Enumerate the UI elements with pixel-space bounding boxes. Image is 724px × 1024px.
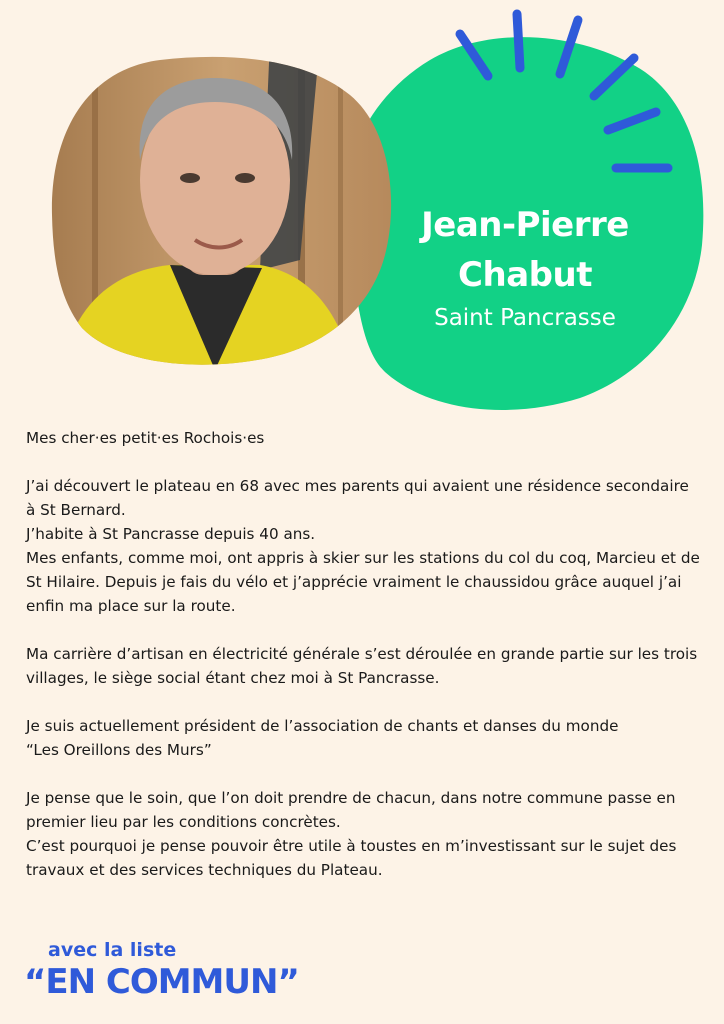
letter-body [26, 426, 702, 906]
candidate-name-block [400, 200, 650, 338]
candidate-last-name: Chabut [458, 255, 592, 295]
candidate-town: Saint Pancrasse [434, 305, 616, 331]
candidate-first-name: Jean-Pierre [421, 205, 629, 245]
portrait-photo [40, 40, 410, 380]
letter-paragraph-4: Je pense que le soin, que l’on doit prendre de chacun, dans notre commune passe en premier lieu par les conditions concrètes. C’est pourquoi je pense pouvoir être utile à toustes en m’investissant sur le sujet des travaux et des services techniques du Plateau. [26, 789, 677, 879]
letter-paragraph-3: Je suis actuellement président de l’association de chants et danses du monde “Les Oreillons des Murs” [26, 717, 619, 759]
list-logo-subtitle: avec la liste [48, 939, 177, 961]
letter-paragraph-1: J’ai découvert le plateau en 68 avec mes parents qui avaient une résidence secondaire à St Bernard. J’habite à St Pancrasse depuis 40 ans. Mes enfants, comme moi, ont appris à skier sur les stations du col du coq, Marcieu et de St Hilaire. Depuis je fais du vélo et j’apprécie vraiment le chaussidou grâce auquel j’ai enfin ma place sur la route. [26, 477, 700, 615]
letter-paragraph-2: Ma carrière d’artisan en électricité générale s’est déroulée en grande partie sur les trois villages, le siège social étant chez moi à St Pancrasse. [26, 645, 698, 687]
list-logo [24, 937, 299, 1001]
list-logo-title: “EN COMMUN” [24, 962, 299, 1002]
letter-greeting: Mes cher·es petit·es Rochois·es [26, 429, 265, 447]
